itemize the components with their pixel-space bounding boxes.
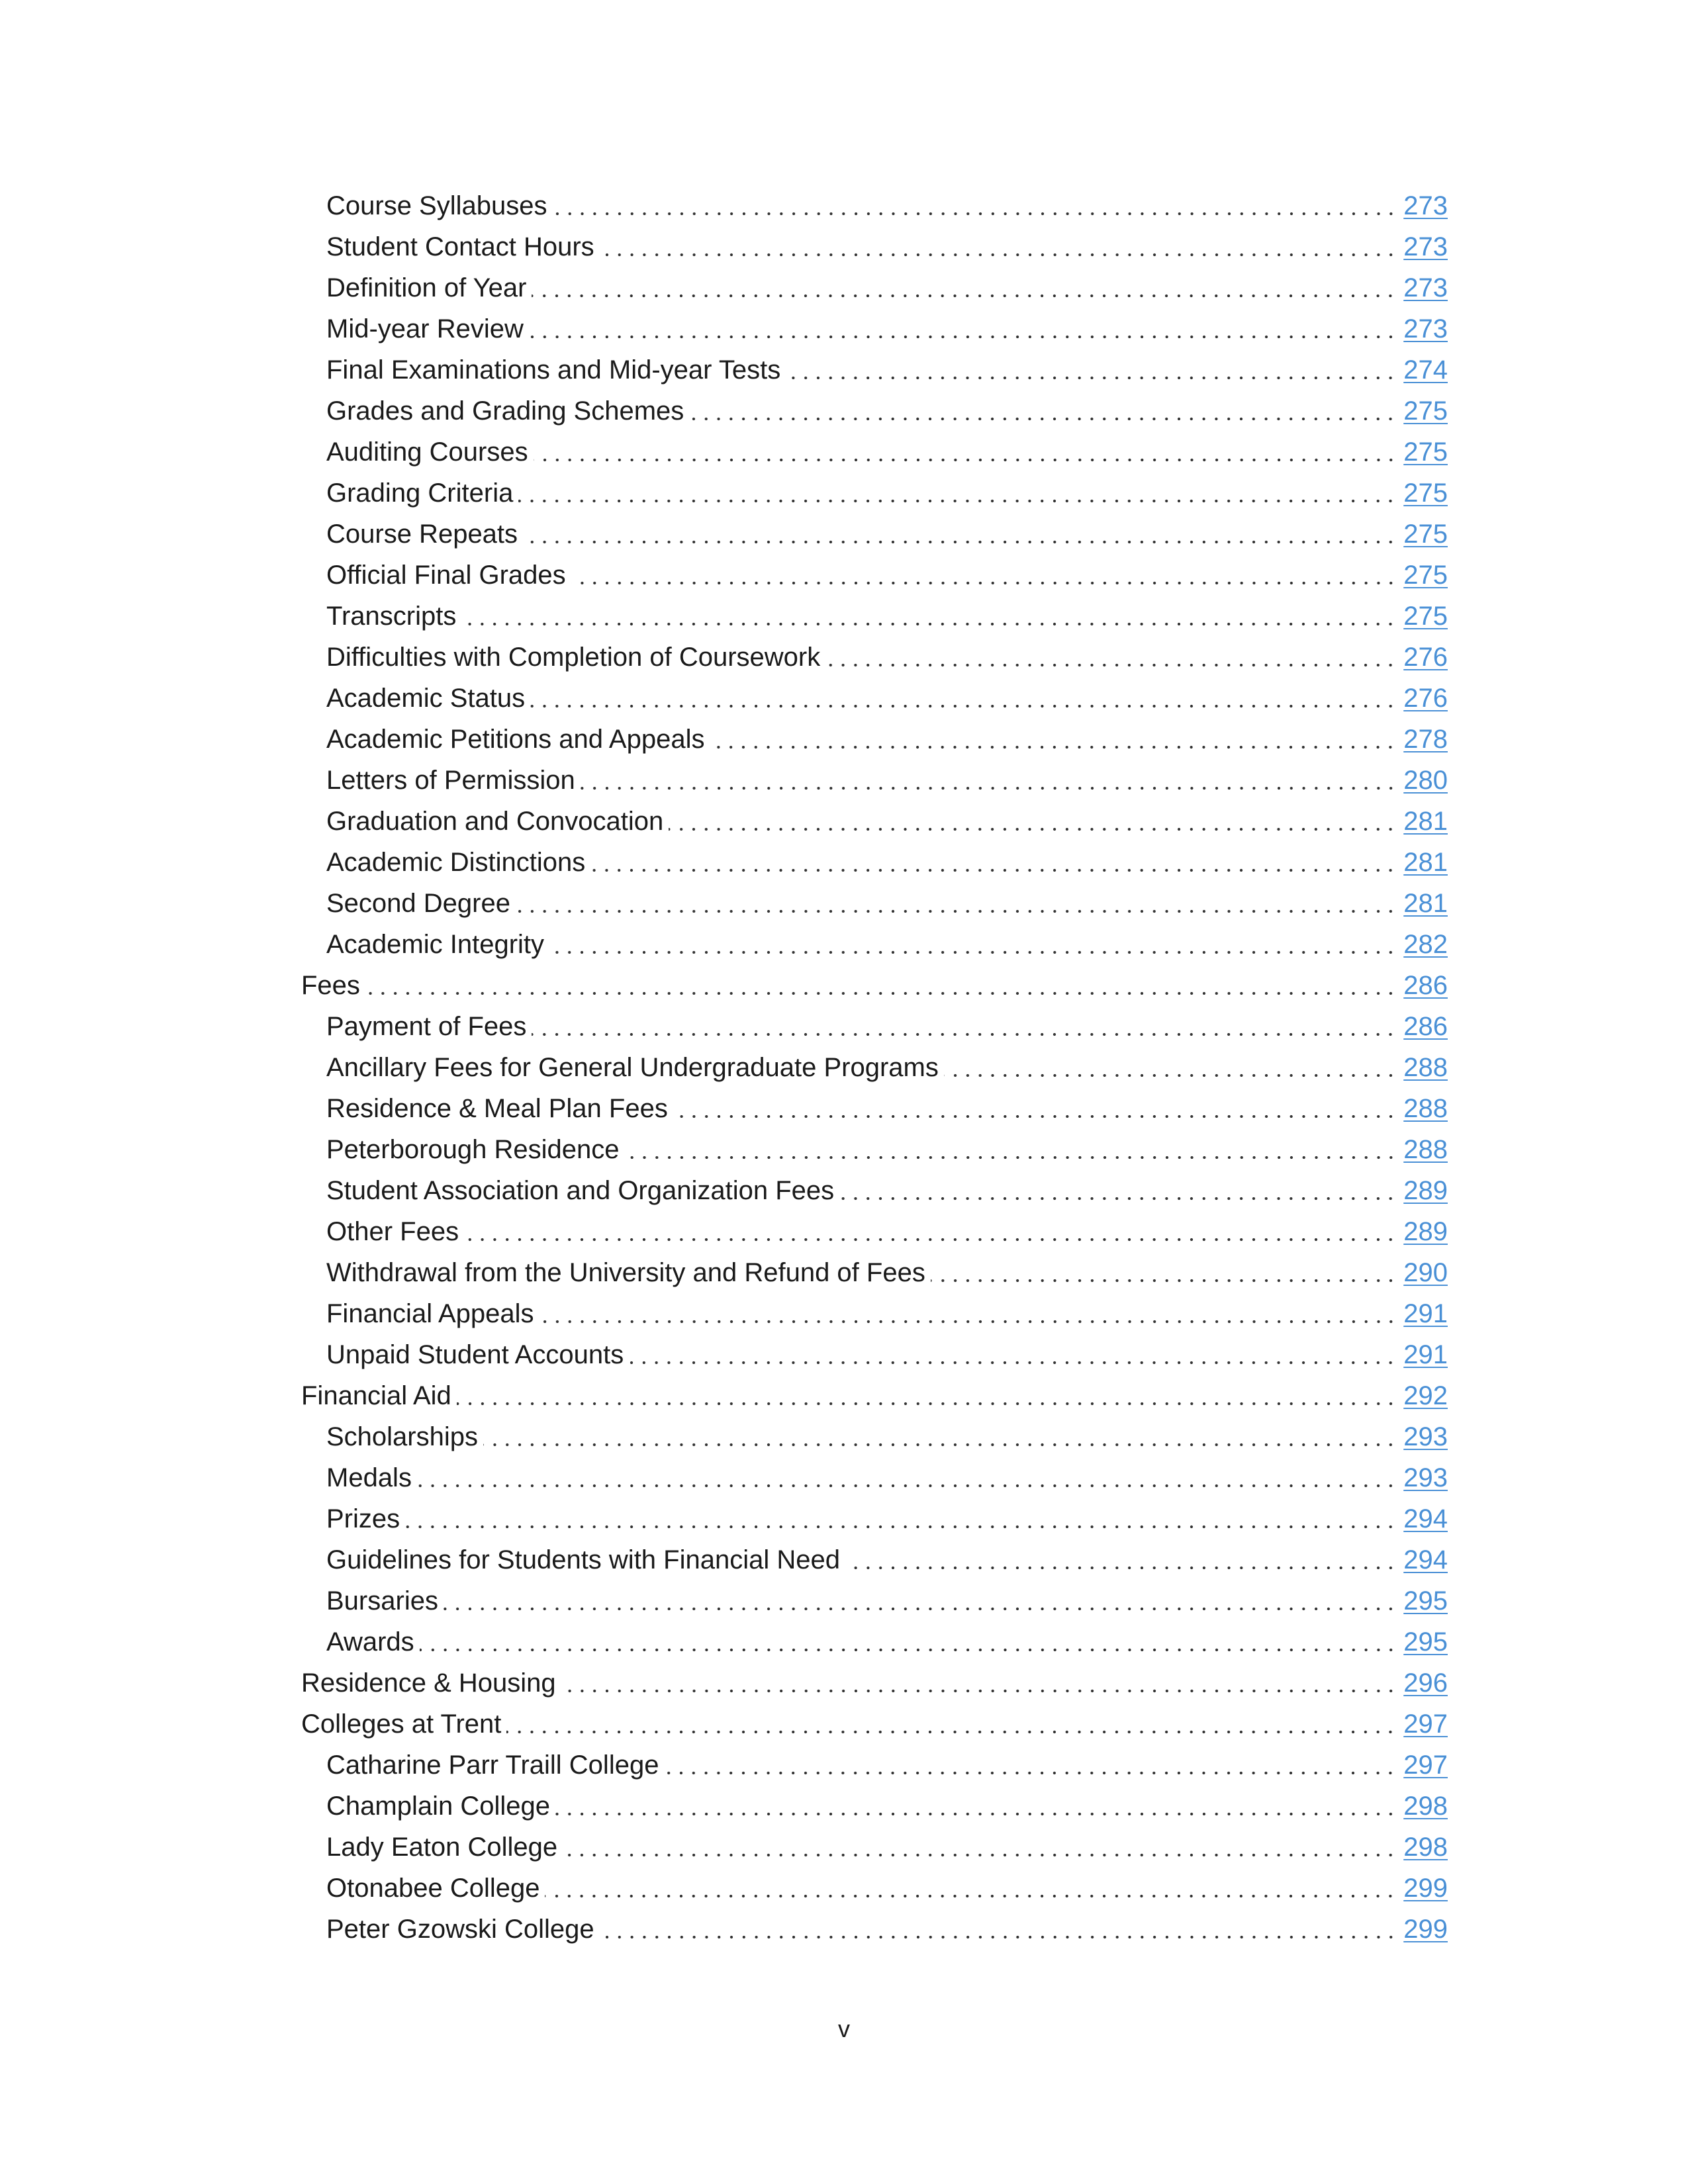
toc-subsection-entry: [301, 760, 1448, 801]
toc-subsection-entry: [301, 924, 1448, 965]
dot-leader: [420, 1621, 1397, 1662]
toc-subsection-entry: [301, 1498, 1448, 1539]
toc-page-link[interactable]: 273: [1403, 191, 1448, 220]
dot-leader: [457, 1375, 1397, 1416]
toc-page-link[interactable]: 275: [1403, 602, 1448, 631]
toc-page-link[interactable]: 298: [1403, 1833, 1448, 1862]
dot-leader: [529, 308, 1397, 349]
toc-page-link[interactable]: 297: [1403, 1751, 1448, 1780]
toc-page-link[interactable]: 276: [1403, 643, 1448, 672]
toc-entry-title: Champlain College: [326, 1792, 550, 1821]
toc-subsection-entry: [301, 1539, 1448, 1580]
toc-subsection-entry: [301, 267, 1448, 308]
toc-page-link[interactable]: 286: [1403, 1012, 1448, 1041]
toc-page-link[interactable]: 275: [1403, 520, 1448, 549]
toc-entry-title: Scholarships: [326, 1422, 479, 1451]
toc-subsection-entry: [301, 1006, 1448, 1047]
toc-entry-title: Prizes: [326, 1504, 400, 1533]
toc-page-link[interactable]: 289: [1403, 1217, 1448, 1246]
toc-entry-title: Course Repeats: [326, 520, 518, 549]
toc-entry-title: Academic Status: [326, 684, 526, 713]
toc-page-link[interactable]: 275: [1403, 396, 1448, 426]
toc-subsection-entry: [301, 842, 1448, 883]
toc-page-link[interactable]: 275: [1403, 478, 1448, 508]
toc-subsection-entry: [301, 1457, 1448, 1498]
dot-leader: [483, 1416, 1397, 1457]
toc-page-link[interactable]: 275: [1403, 561, 1448, 590]
toc-page-link[interactable]: 286: [1403, 971, 1448, 1000]
toc-entry-title: Medals: [326, 1463, 412, 1492]
toc-section-entry: [301, 1375, 1448, 1416]
dot-leader: [506, 1704, 1397, 1745]
toc-entry-title: Student Association and Organization Fees: [326, 1176, 835, 1205]
dot-leader: [553, 185, 1397, 226]
toc-entry-title: Peterborough Residence: [326, 1135, 620, 1164]
dot-leader: [625, 1129, 1397, 1170]
toc-entry-title: Payment of Fees: [326, 1012, 527, 1041]
dot-leader: [461, 596, 1397, 637]
dot-leader: [532, 267, 1397, 308]
toc-page-link[interactable]: 281: [1403, 848, 1448, 877]
toc-section-entry: [301, 1704, 1448, 1745]
toc-subsection-entry: [301, 1211, 1448, 1252]
toc-page-link[interactable]: 298: [1403, 1792, 1448, 1821]
toc-entry-title: Graduation and Convocation: [326, 807, 664, 836]
dot-leader: [664, 1745, 1397, 1786]
toc-subsection-entry: [301, 637, 1448, 678]
dot-leader: [563, 1827, 1397, 1868]
toc-page-link[interactable]: 290: [1403, 1258, 1448, 1287]
toc-subsection-entry: [301, 596, 1448, 637]
toc-subsection-entry: [301, 1621, 1448, 1662]
toc-entry-title: Lady Eaton College: [326, 1833, 558, 1862]
toc-subsection-entry: [301, 390, 1448, 432]
toc-subsection-entry: [301, 1129, 1448, 1170]
toc-section-entry: [301, 1662, 1448, 1704]
dot-leader: [523, 514, 1397, 555]
toc-subsection-entry: [301, 185, 1448, 226]
toc-entry-title: Otonabee College: [326, 1874, 540, 1903]
dot-leader: [545, 1868, 1397, 1909]
dot-leader: [444, 1580, 1397, 1621]
toc-entry-title: Financial Aid: [301, 1381, 451, 1410]
dot-leader: [571, 555, 1397, 596]
dot-leader: [549, 924, 1397, 965]
toc-entry-title: Residence & Meal Plan Fees: [326, 1094, 668, 1123]
dot-leader: [825, 637, 1397, 678]
toc-entry-title: Withdrawal from the University and Refund of Fees: [326, 1258, 925, 1287]
toc-page-link[interactable]: 291: [1403, 1299, 1448, 1328]
dot-leader: [555, 1786, 1397, 1827]
dot-leader: [629, 1334, 1397, 1375]
toc-subsection-entry: [301, 555, 1448, 596]
toc-subsection-entry: [301, 719, 1448, 760]
toc-subsection-entry: [301, 883, 1448, 924]
toc-section-entry: [301, 965, 1448, 1006]
toc-subsection-entry: [301, 1909, 1448, 1950]
toc-entry-title: Guidelines for Students with Financial Need: [326, 1545, 840, 1574]
toc-page-link[interactable]: 288: [1403, 1135, 1448, 1164]
dot-leader: [530, 678, 1397, 719]
dot-leader: [845, 1539, 1397, 1580]
toc-page-link[interactable]: 291: [1403, 1340, 1448, 1369]
dot-leader: [600, 1909, 1397, 1950]
toc-page-link[interactable]: 292: [1403, 1381, 1448, 1410]
toc-entry-title: Official Final Grades: [326, 561, 566, 590]
dot-leader: [786, 349, 1397, 390]
toc-subsection-entry: [301, 473, 1448, 514]
toc-page-link[interactable]: 294: [1403, 1504, 1448, 1533]
toc-entry-title: Academic Distinctions: [326, 848, 586, 877]
toc-entry-title: Ancillary Fees for General Undergraduate Programs: [326, 1053, 939, 1082]
dot-leader: [516, 883, 1397, 924]
toc-subsection-entry: [301, 1786, 1448, 1827]
toc-page-link[interactable]: 276: [1403, 684, 1448, 713]
toc-subsection-entry: [301, 1170, 1448, 1211]
toc-page-link[interactable]: 296: [1403, 1668, 1448, 1698]
toc-subsection-entry: [301, 308, 1448, 349]
toc-page-link[interactable]: 273: [1403, 232, 1448, 261]
toc-page-link[interactable]: 289: [1403, 1176, 1448, 1205]
toc-page-link[interactable]: 288: [1403, 1094, 1448, 1123]
toc-subsection-entry: [301, 1827, 1448, 1868]
toc-entry-title: Difficulties with Completion of Coursework: [326, 643, 821, 672]
toc-subsection-entry: [301, 432, 1448, 473]
toc-subsection-entry: [301, 1047, 1448, 1088]
toc-page-link[interactable]: 295: [1403, 1586, 1448, 1615]
dot-leader: [464, 1211, 1397, 1252]
toc-entry-title: Student Contact Hours: [326, 232, 594, 261]
toc-entry-title: Awards: [326, 1627, 414, 1657]
toc-entry-title: Second Degree: [326, 889, 510, 918]
dot-leader: [405, 1498, 1397, 1539]
toc-page-link[interactable]: 281: [1403, 807, 1448, 836]
dot-leader: [532, 1006, 1397, 1047]
toc-page-link[interactable]: 273: [1403, 314, 1448, 343]
toc-subsection-entry: [301, 1252, 1448, 1293]
dot-leader: [534, 432, 1397, 473]
toc-entry-title: Grades and Grading Schemes: [326, 396, 684, 426]
toc-entry-title: Transcripts: [326, 602, 457, 631]
toc-page-link[interactable]: 297: [1403, 1709, 1448, 1739]
dot-leader: [710, 719, 1397, 760]
toc-subsection-entry: [301, 349, 1448, 390]
toc-page-link[interactable]: 280: [1403, 766, 1448, 795]
toc-page-link[interactable]: 299: [1403, 1874, 1448, 1903]
dot-leader: [590, 842, 1397, 883]
dot-leader: [600, 226, 1397, 267]
toc-subsection-entry: [301, 1293, 1448, 1334]
toc-entry-title: Course Syllabuses: [326, 191, 547, 220]
dot-leader: [669, 801, 1397, 842]
toc-subsection-entry: [301, 1868, 1448, 1909]
toc-entry-title: Academic Petitions and Appeals: [326, 725, 705, 754]
toc-subsection-entry: [301, 1745, 1448, 1786]
dot-leader: [581, 760, 1397, 801]
dot-leader: [944, 1047, 1397, 1088]
toc-page-link[interactable]: 288: [1403, 1053, 1448, 1082]
dot-leader: [673, 1088, 1397, 1129]
toc-entry-title: Fees: [301, 971, 360, 1000]
dot-leader: [561, 1662, 1397, 1704]
toc-entry-title: Colleges at Trent: [301, 1709, 502, 1739]
dot-leader: [931, 1252, 1397, 1293]
toc-entry-title: Grading Criteria: [326, 478, 514, 508]
dot-leader: [689, 390, 1397, 432]
toc-entry-title: Definition of Year: [326, 273, 527, 302]
toc-subsection-entry: [301, 1580, 1448, 1621]
toc-page-link[interactable]: 293: [1403, 1422, 1448, 1451]
toc-subsection-entry: [301, 801, 1448, 842]
toc-page-link[interactable]: 282: [1403, 930, 1448, 959]
toc-entry-title: Academic Integrity: [326, 930, 545, 959]
dot-leader: [518, 473, 1397, 514]
toc-entry-title: Catharine Parr Traill College: [326, 1751, 659, 1780]
toc-entry-title: Financial Appeals: [326, 1299, 534, 1328]
toc-subsection-entry: [301, 514, 1448, 555]
toc-entry-title: Other Fees: [326, 1217, 459, 1246]
toc-subsection-entry: [301, 226, 1448, 267]
toc-page-link[interactable]: 295: [1403, 1627, 1448, 1657]
table-of-contents: [301, 185, 1448, 1950]
dot-leader: [539, 1293, 1397, 1334]
toc-page-link[interactable]: 274: [1403, 355, 1448, 385]
toc-entry-title: Auditing Courses: [326, 437, 528, 467]
toc-entry-title: Bursaries: [326, 1586, 438, 1615]
toc-page-link[interactable]: 293: [1403, 1463, 1448, 1492]
toc-subsection-entry: [301, 1088, 1448, 1129]
toc-subsection-entry: [301, 678, 1448, 719]
toc-page-link[interactable]: 275: [1403, 437, 1448, 467]
toc-entry-title: Mid-year Review: [326, 314, 524, 343]
toc-entry-title: Letters of Permission: [326, 766, 575, 795]
toc-page-link[interactable]: 278: [1403, 725, 1448, 754]
toc-page-link[interactable]: 281: [1403, 889, 1448, 918]
dot-leader: [365, 965, 1397, 1006]
dot-leader: [417, 1457, 1397, 1498]
toc-entry-title: Final Examinations and Mid-year Tests: [326, 355, 781, 385]
toc-page-link[interactable]: 273: [1403, 273, 1448, 302]
dot-leader: [839, 1170, 1397, 1211]
toc-page-link[interactable]: 299: [1403, 1915, 1448, 1944]
toc-entry-title: Peter Gzowski College: [326, 1915, 594, 1944]
toc-entry-title: Unpaid Student Accounts: [326, 1340, 624, 1369]
toc-subsection-entry: [301, 1416, 1448, 1457]
page-number: v: [838, 2015, 850, 2042]
toc-page-link[interactable]: 294: [1403, 1545, 1448, 1574]
toc-subsection-entry: [301, 1334, 1448, 1375]
toc-entry-title: Residence & Housing: [301, 1668, 556, 1698]
